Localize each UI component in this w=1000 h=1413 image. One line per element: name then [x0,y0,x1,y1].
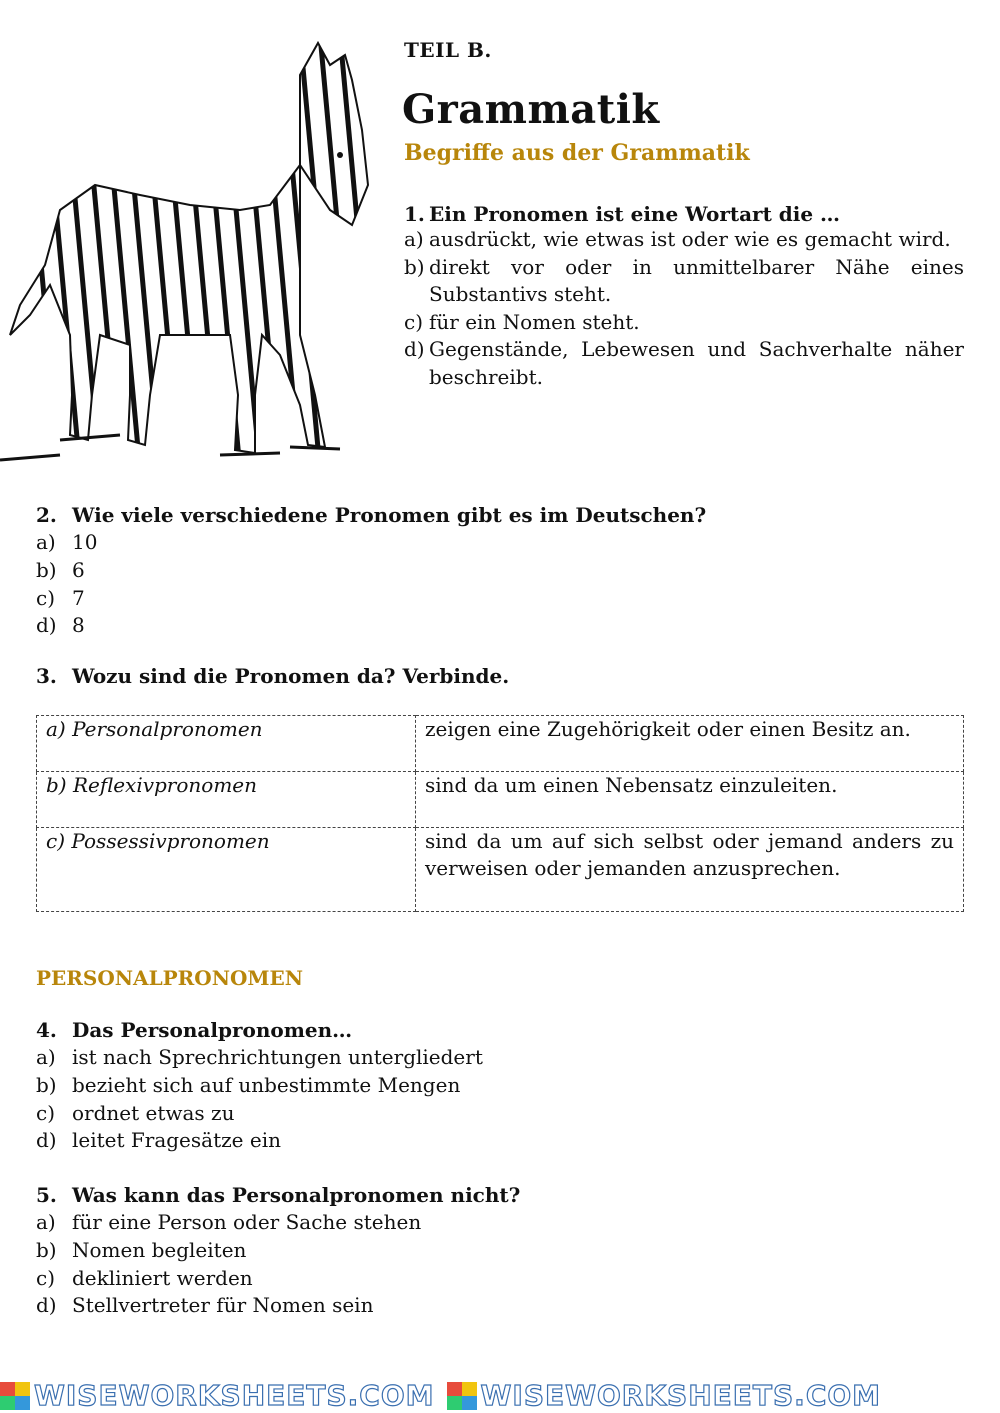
answer-option[interactable]: b) 6 [36,557,85,582]
match-term[interactable]: c) Possessivpronomen [37,828,416,912]
answer-option[interactable]: b) Nomen begleiten [36,1237,247,1262]
match-term[interactable]: a) Personalpronomen [37,716,416,772]
answer-option[interactable]: a) ausdrückt, wie etwas ist oder wie es gemacht wird. [404,227,951,251]
answer-option[interactable]: a) 10 [36,530,98,554]
section-heading: PERSONALPRONOMEN [36,966,304,990]
question-1-title: 1. Ein Pronomen ist eine Wortart die … [404,202,841,226]
brand-text: WISEWORKSHEETS.COM [480,1379,882,1412]
match-term[interactable]: b) Reflexivpronomen [37,772,416,828]
question-5 [36,1181,966,1320]
answer-option[interactable]: a) ist nach Sprechrichtungen untergliedert [36,1045,483,1069]
brand-logo [447,1379,882,1412]
question-2 [36,501,966,640]
answer-option[interactable]: c) ordnet etwas zu [36,1100,235,1125]
matching-table [36,715,964,912]
answer-option[interactable]: d) leitet Fragesätze ein [36,1128,281,1153]
brand-text: WISEWORKSHEETS.COM [34,1379,435,1412]
answer-option[interactable]: d) 8 [36,613,85,638]
section-label: TEIL B. [404,38,492,62]
answer-option[interactable]: c) für ein Nomen steht. [404,309,640,334]
brand-logo [0,1379,435,1412]
answer-option[interactable]: c) 7 [36,585,85,610]
answer-option[interactable]: a) für eine Person oder Sache stehen [36,1210,422,1234]
question-1 [404,202,964,391]
question-4-title: 4. Das Personalpronomen… [36,1018,353,1042]
question-4 [36,1016,966,1155]
brand-mark-icon [447,1382,477,1410]
match-definition[interactable]: sind da um auf sich selbst oder jemand anders zu verweisen oder jemanden anzusprechen. [416,828,964,912]
answer-option[interactable]: d) Gegenstände, Lebewesen und Sachverhalte näher beschreibt. [404,337,964,389]
question-3-title: 3. Wozu sind die Pronomen da? Verbinde. [36,664,510,688]
answer-option[interactable]: c) dekliniert werden [36,1265,253,1290]
answer-option[interactable]: b) direkt vor oder in unmittelbarer Nähe eines Substantivs steht. [404,254,964,306]
table-row [37,716,964,772]
answer-option[interactable]: b) bezieht sich auf unbestimmte Mengen [36,1072,461,1097]
table-row [37,772,964,828]
footer-watermark [0,1378,1000,1413]
brand-mark-icon [0,1382,30,1410]
zebra-illustration [0,35,385,470]
match-definition[interactable]: zeigen eine Zugehörigkeit oder einen Besitz an. [416,716,964,772]
page-subtitle: Begriffe aus der Grammatik [404,140,750,166]
page-title: Grammatik [402,86,660,133]
question-2-title: 2. Wie viele verschiedene Pronomen gibt es im Deutschen? [36,503,707,527]
question-3 [36,662,966,690]
match-definition[interactable]: sind da um einen Nebensatz einzuleiten. [416,772,964,828]
table-row [37,828,964,912]
question-5-title: 5. Was kann das Personalpronomen nicht? [36,1183,521,1207]
answer-option[interactable]: d) Stellvertreter für Nomen sein [36,1293,374,1318]
